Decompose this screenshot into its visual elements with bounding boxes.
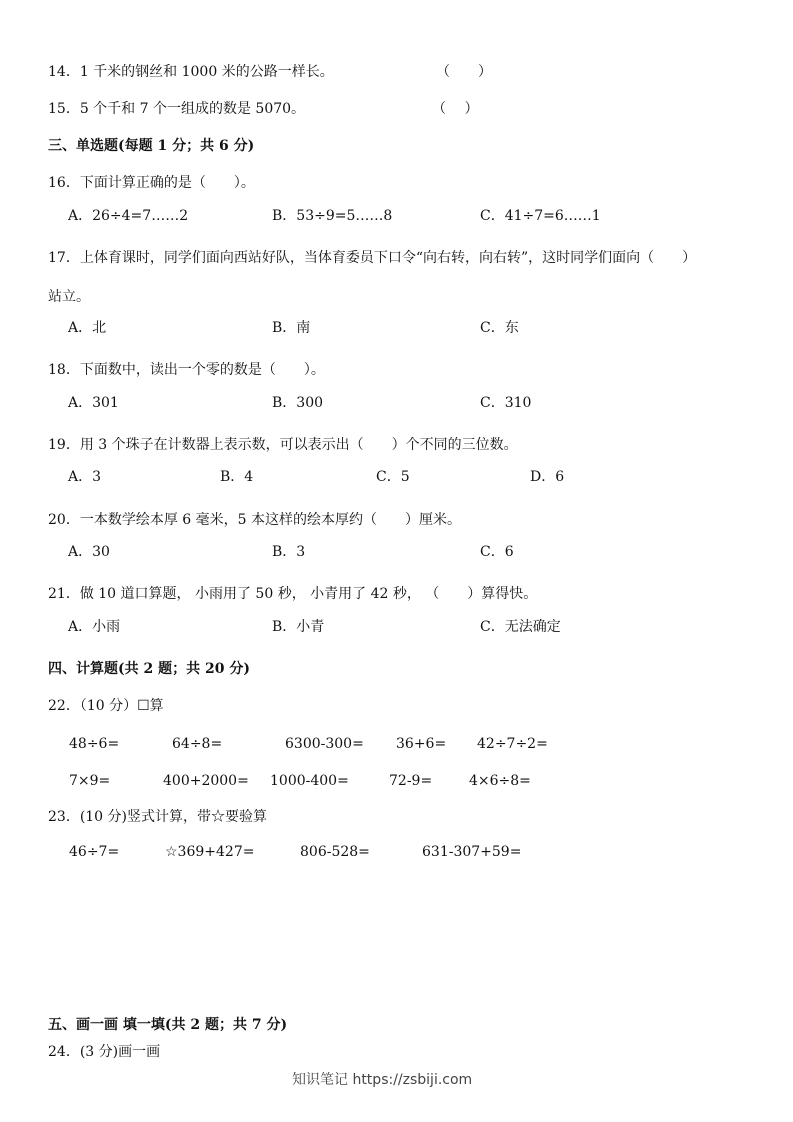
calc-item: ☆369+427= bbox=[165, 844, 255, 860]
option-20-b: B．3 bbox=[272, 544, 306, 560]
option-16-c: C．41÷7=6……1 bbox=[480, 208, 601, 224]
option-16-b: B．53÷9=5……8 bbox=[272, 208, 393, 224]
calc-item: 806-528= bbox=[300, 844, 370, 860]
question-19: 19．用 3 个珠子在计数器上表示数，可以表示出（ ）个不同的三位数。 bbox=[48, 437, 518, 453]
option-20-c: C．6 bbox=[480, 544, 514, 560]
page-footer: 知识笔记 https://zsbiji.com bbox=[292, 1072, 473, 1088]
calc-item: 36+6= bbox=[396, 736, 447, 752]
calc-item: 48÷6= bbox=[69, 736, 120, 752]
question-16: 16．下面计算正确的是（ ）。 bbox=[48, 175, 255, 191]
option-19-c: C．5 bbox=[376, 469, 410, 485]
question-23: 23．(10 分)竖式计算，带☆要验算 bbox=[48, 809, 268, 825]
option-16-a: A．26÷4=7……2 bbox=[68, 208, 189, 224]
option-21-b: B．小青 bbox=[272, 619, 325, 635]
calc-item: 6300-300= bbox=[285, 736, 364, 752]
question-20: 20．一本数学绘本厚 6 毫米，5 本这样的绘本厚约（ ）厘米。 bbox=[48, 512, 461, 528]
question-15: 15．5 个千和 7 个一组成的数是 5070。 bbox=[48, 101, 306, 117]
section-5-heading: 五、画一画 填一填(共 2 题；共 7 分) bbox=[48, 1017, 288, 1033]
question-22: 22．（10 分）☐算 bbox=[48, 698, 164, 714]
calc-item: 7×9= bbox=[69, 773, 111, 789]
option-17-a: A．北 bbox=[68, 320, 107, 336]
option-19-a: A．3 bbox=[68, 469, 102, 485]
option-19-d: D．6 bbox=[530, 469, 565, 485]
question-24: 24．(3 分)画一画 bbox=[48, 1044, 161, 1060]
question-18: 18．下面数中，读出一个零的数是（ ）。 bbox=[48, 362, 325, 378]
calc-item: 1000-400= bbox=[270, 773, 349, 789]
option-18-c: C．310 bbox=[480, 395, 532, 411]
calc-item: 400+2000= bbox=[163, 773, 249, 789]
option-18-a: A．301 bbox=[68, 395, 119, 411]
question-17: 17．上体育课时，同学们面向西站好队，当体育委员下口令“向右转，向右转”，这时同学们面向（ ） bbox=[48, 250, 697, 266]
calc-item: 631-307+59= bbox=[422, 844, 522, 860]
option-17-b: B．南 bbox=[272, 320, 311, 336]
calc-item: 46÷7= bbox=[69, 844, 120, 860]
option-18-b: B．300 bbox=[272, 395, 324, 411]
option-20-a: A．30 bbox=[68, 544, 110, 560]
option-19-b: B．4 bbox=[220, 469, 254, 485]
question-17-cont: 站立。 bbox=[48, 289, 90, 305]
answer-blank-15: （ ） bbox=[432, 101, 479, 117]
section-4-heading: 四、计算题(共 2 题；共 20 分) bbox=[48, 661, 250, 677]
calc-item: 42÷7÷2= bbox=[477, 736, 548, 752]
calc-item: 4×6÷8= bbox=[469, 773, 531, 789]
option-21-c: C．无法确定 bbox=[480, 619, 561, 635]
calc-item: 64÷8= bbox=[172, 736, 223, 752]
option-21-a: A．小雨 bbox=[68, 619, 121, 635]
question-21: 21．做 10 道口算题， 小雨用了 50 秒， 小青用了 42 秒， （ ）算得快。 bbox=[48, 586, 538, 602]
answer-blank-14: （ ） bbox=[436, 64, 492, 80]
calc-item: 72-9= bbox=[389, 773, 433, 789]
section-3-heading: 三、单选题(每题 1 分；共 6 分) bbox=[48, 138, 255, 154]
option-17-c: C．东 bbox=[480, 320, 519, 336]
question-14: 14．1 千米的钢丝和 1000 米的公路一样长。 bbox=[48, 64, 334, 80]
